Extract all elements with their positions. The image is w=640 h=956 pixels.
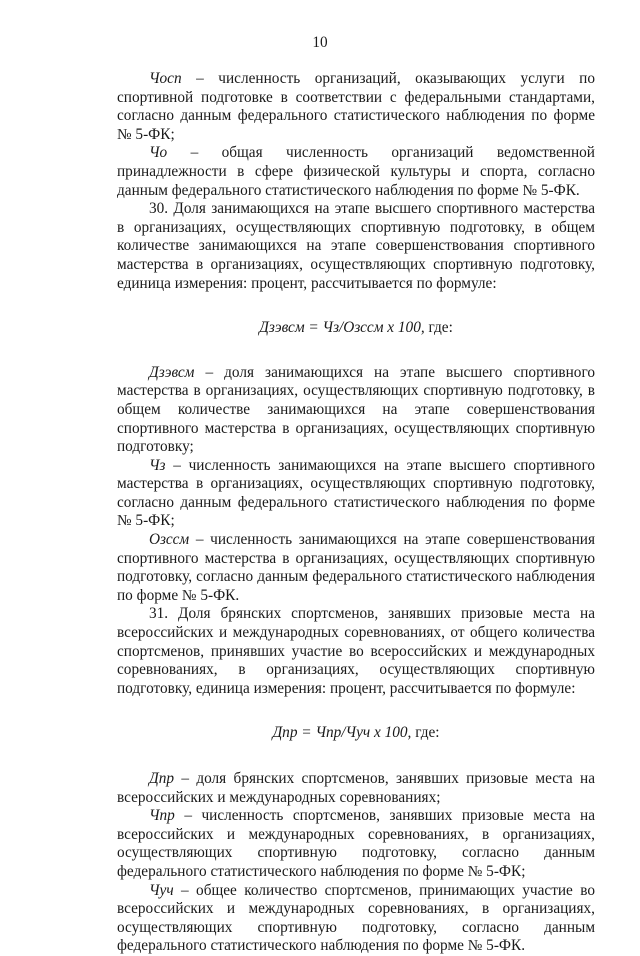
- definition-ozssm-text: – численность занимающихся на этапе совершенствования спортивного мастерства в организациях, осуществляющих спортивную подготовку, согласно данным федерального статистического наблюдения по форме № 5-ФК.: [117, 531, 595, 604]
- definition-chz-text: – численность занимающихся на этапе высшего спортивного мастерства в организациях, осуществляющих спортивную подготовку, согласно данным федерального статистического наблюдения по форме № 5-ФК;: [117, 456, 595, 530]
- document-body: [117, 70, 595, 956]
- formula-1-suffix: где:: [424, 319, 453, 337]
- term-chuch: Чуч: [149, 881, 174, 899]
- formula-1: [117, 319, 595, 338]
- definition-cho: [117, 144, 595, 200]
- definition-chuch-text: – общее количество спортсменов, принимающих участие во всероссийских и международных соревнованиях, в организациях, осуществляющих спортивную подготовку, согласно данным федерального статистического наблюдения по форме № 5-ФК.: [117, 881, 595, 955]
- term-chpr: Чпр: [149, 807, 175, 825]
- formula-1-expression: Дзэвсм = Чз/Озссм x 100,: [259, 319, 425, 337]
- item-31: 31. Доля брянских спортсменов, занявших призовые места на всероссийских и международных соревнованиях, от общего количества спортсменов, принявших участие во всероссийских и международных соревнованиях, в организациях, осуществляющих спортивную подготовку, единица измерения: процент, рассчитывается по формуле:: [117, 605, 595, 697]
- definition-dzevsm: [117, 364, 595, 457]
- term-dpr: Дпр: [149, 770, 175, 787]
- formula-2: [117, 724, 595, 743]
- definition-chz: [117, 457, 595, 531]
- definition-chpr: [117, 807, 595, 881]
- term-dzevsm: Дзэвсм: [149, 363, 195, 381]
- definition-chosp: [117, 70, 595, 144]
- definition-ozssm: [117, 531, 595, 605]
- term-ozssm: Озссм: [149, 531, 190, 549]
- definition-dpr-text: – доля брянских спортсменов, занявших призовые места на всероссийских и международных соревнованиях;: [117, 770, 595, 806]
- definition-chosp-text: – численность организаций, оказывающих услуги по спортивной подготовке в соответствии с федеральными стандартами, согласно данным федерального статистического наблюдения по форме № 5-ФК;: [117, 70, 595, 143]
- term-chz: Чз: [149, 456, 166, 474]
- formula-2-expression: Дпр = Чпр/Чуч x 100,: [272, 724, 412, 742]
- term-chosp: Чосп: [149, 70, 182, 87]
- term-cho: Чо: [149, 144, 168, 162]
- formula-2-suffix: где:: [411, 724, 440, 742]
- definition-cho-text: – общая численность организаций ведомственной принадлежности в сфере физической культуры и спорта, согласно данным федерального статистического наблюдения по форме № 5-ФК.: [117, 144, 595, 199]
- definition-chpr-text: – численность спортсменов, занявших призовые места на всероссийских и международных соревнованиях, в организациях, осуществляющих спортивную подготовку, согласно данным федерального статистического наблюдения по форме № 5-ФК;: [117, 807, 595, 880]
- page-number: 10: [312, 34, 328, 51]
- definition-dpr: [117, 770, 595, 807]
- definition-dzevsm-text: – доля занимающихся на этапе высшего спортивного мастерства в организациях, осуществляющих спортивную подготовку, в общем количестве занимающихся на этапе совершенствования спортивного мастерства в организациях, осуществляющих спортивную подготовку;: [117, 363, 595, 456]
- definition-chuch: [117, 882, 595, 956]
- item-30: 30. Доля занимающихся на этапе высшего спортивного мастерства в организациях, осуществляющих спортивную подготовку, в общем количестве занимающихся на этапе совершенствования спортивного мастерства в организациях, осуществляющих спортивную подготовку, единица измерения: процент, рассчитывается по формуле:: [117, 200, 595, 292]
